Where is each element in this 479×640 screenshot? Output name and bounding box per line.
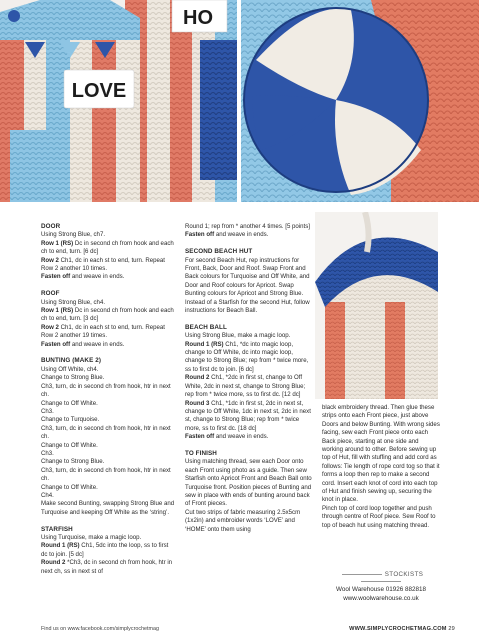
stockist-name-phone: Wool Warehouse 01926 882818 [336,586,426,593]
stockists-box [322,571,440,603]
starfish-round1 [41,542,176,559]
instructions-column-3 [322,404,440,530]
footer-site [349,626,455,632]
to-finish-text-2: Cut two strips of fabric measuring 2.5x5cm (1x2in) and embroider words ‘LOVE’ and ‘HOME’ onto them using [185,508,301,533]
starfish-round1-text: Ch1, 5dc into the loop, ss to first dc to join. [5 dc] [41,542,169,558]
door-fasten [41,273,176,281]
to-finish-section [185,450,313,534]
starfish-round1-label: Round 1 (RS) [41,542,80,550]
second-hut-heading: SECOND BEACH HUT [185,248,253,256]
stockists-rule-right [361,581,401,582]
beach-ball-round2-label: Round 2 [185,374,210,382]
footer-site-url[interactable]: WWW.SIMPLYCROCHETMAG.COM [349,626,447,632]
home-sign-text: HO [183,7,213,29]
starfish-fasten [185,231,313,239]
beach-ball-intro: Using Strong Blue, make a magic loop. [185,332,291,340]
door-heading: DOOR [41,223,61,230]
instructions-column-2 [185,223,313,534]
beach-hut-photo-side [315,212,438,399]
stockists-rule-left [342,574,382,575]
roof-row1-label: Row 1 (RS) [41,307,74,315]
door-fasten-text: and weave in ends. [70,273,125,281]
starfish-continued [185,223,313,240]
beach-ball-fasten-label: Fasten off [185,433,215,441]
roof-intro: Using Strong Blue, ch4. [41,298,106,306]
second-hut-text: For second Beach Hut, rep instructions for Front, Back, Door and Roof. Swap Front and Back colours for Turquoise and Off White, and Door and Roof colours for Apricot. Swap Bunting colours for Apricot and Strong Blue. Instead of a Starfish for the second Hut, follow instructions for Beach Ball. [185,256,310,315]
beach-hut-illustration [0,0,237,202]
beach-ball-photo-right [241,0,479,202]
starfish-cont-text: Round 1; rep from * another 4 times. [5 points] [185,223,310,230]
door-row1-label: Row 1 (RS) [41,239,74,247]
door-row1-text: Dc in second ch from hook and each ch to end, turn. [6 dc] [41,239,174,256]
beach-ball-round1 [185,341,313,375]
to-finish-heading: TO FINISH [185,449,217,457]
door-section [41,223,176,282]
beach-ball-round1-label: Round 1 (RS) [185,340,224,348]
door-fasten-label: Fasten off [41,273,71,281]
door-row2-label: Row 2 [41,256,59,264]
beach-ball-round2 [185,374,313,399]
roof-row2 [41,324,176,341]
starfish-round2-text: *Ch3, dc in second ch from hook, htr in next ch, ss in next st of [41,559,173,575]
beach-ball-section [185,324,313,442]
roof-fasten-text: and weave in ends. [70,340,125,348]
roof-row1 [41,307,176,324]
stockists-title: STOCKISTS [384,571,424,578]
starfish-round2-label: Round 2 [41,559,66,567]
starfish-section [41,526,176,576]
starfish-fasten-text: and weave in ends. [214,231,269,239]
stockists-title-row [322,571,440,585]
love-sign-text: LOVE [71,80,127,102]
roof-section [41,290,176,349]
second-hut-section [185,248,313,315]
beach-ball-closeup [241,0,479,202]
beach-ball-round2-text: Ch1, *2dc in first st, change to Off White, 2dc in next st, change to Strong Blue; rep from * twice more, ss to first dc. [12 dc] [185,374,306,399]
beach-ball-fasten-text: and weave in ends. [214,433,269,441]
roof-row2-text: Ch1, dc in each st to end, turn. Repeat Row 2 another 19 times. [41,323,165,340]
footer-facebook-link[interactable]: Find us on www.facebook.com/simplycrochetmag [41,626,160,632]
finish-continued-text: black embroidery thread. Then glue these strips onto each Front piece, just above Doors and below Bunting. With wrong sides facing, sew each Front piece onto each Back piece, starting at one side and working around to other. Before sewing up top of Hut, fill with stuffing and add cord as follows: Tie length of rope cord tog so that it forms a loop then rep to make a second cord. Insert each knot of cord into each top of Hut and finish sewing up, securing the knot in place. Pinch top of cord loop together and push through centre of Roof piece. Sew Roof to top of beach hut using matching thread. [322,404,440,529]
beach-ball-round3-text: Ch1, *1dc in first st, 2dc in next st, change to Off White, 1dc in next st, 2dc in next st, change to Strong Blue; rep from * twice more, ss to first dc. [18 dc] [185,399,311,432]
door-intro: Using Strong Blue, ch7. [41,231,106,239]
hut-roof-closeup [315,212,438,399]
beach-hut-photo-left [0,0,237,202]
roof-fasten [41,341,176,349]
door-row2 [41,257,176,274]
bunting-text: Using Off White, ch4. Change to Strong Blue. Ch3, turn, dc in second ch from hook, htr in next ch. Change to Off White. Ch3. Change to Turquoise. Ch3, turn, dc in second ch from hook, htr in next ch. Change to Off White. Ch3. Change to Strong Blue. Ch3, turn, dc in second ch from hook, htr in next ch. Change to Off White. Ch4. Make second Bunting, swapping Strong Blue and Turquoise and keeping Off White as the ‘string’. [41,365,175,516]
to-finish-text: Using matching thread, sew each Door onto each Front using photo as a guide. Then sew Starfish onto Apricot Front and Beach Ball onto Turquoise front. Position pieces of Bunting and sew in place with ends of bunting around back of Front pieces. [185,458,312,508]
starfish-intro: Using Turquoise, make a magic loop. [41,533,142,541]
starfish-round2 [41,559,176,576]
starfish-fasten-label: Fasten off [185,231,215,239]
beach-ball-round3-label: Round 3 [185,399,210,407]
beach-ball-fasten [185,433,313,441]
door-row2-text: Ch1, dc in each st to end, turn. Repeat Row 2 another 10 times. [41,256,165,273]
beach-ball-round3 [185,400,313,434]
starfish-heading: STARFISH [41,525,73,533]
beach-ball-round1-text: Ch1, *dc into magic loop, change to Off White, dc into magic loop, change to Strong Blue; rep from * twice more, ss to first dc to join. [6 dc] [185,340,309,373]
beach-ball-heading: BEACH BALL [185,323,227,331]
page-number: 29 [448,626,455,632]
bunting-heading: BUNTING (MAKE 2) [41,357,102,365]
bunting-section [41,357,176,517]
stockist-url[interactable]: www.woolwarehouse.co.uk [343,595,419,602]
roof-row1-text: Dc in second ch from hook and each ch to end, turn. [3 dc] [41,307,174,323]
roof-fasten-label: Fasten off [41,340,71,348]
roof-heading: ROOF [41,290,60,298]
instructions-column-1 [41,223,176,576]
door-row1 [41,240,176,257]
roof-row2-label: Row 2 [41,323,59,331]
